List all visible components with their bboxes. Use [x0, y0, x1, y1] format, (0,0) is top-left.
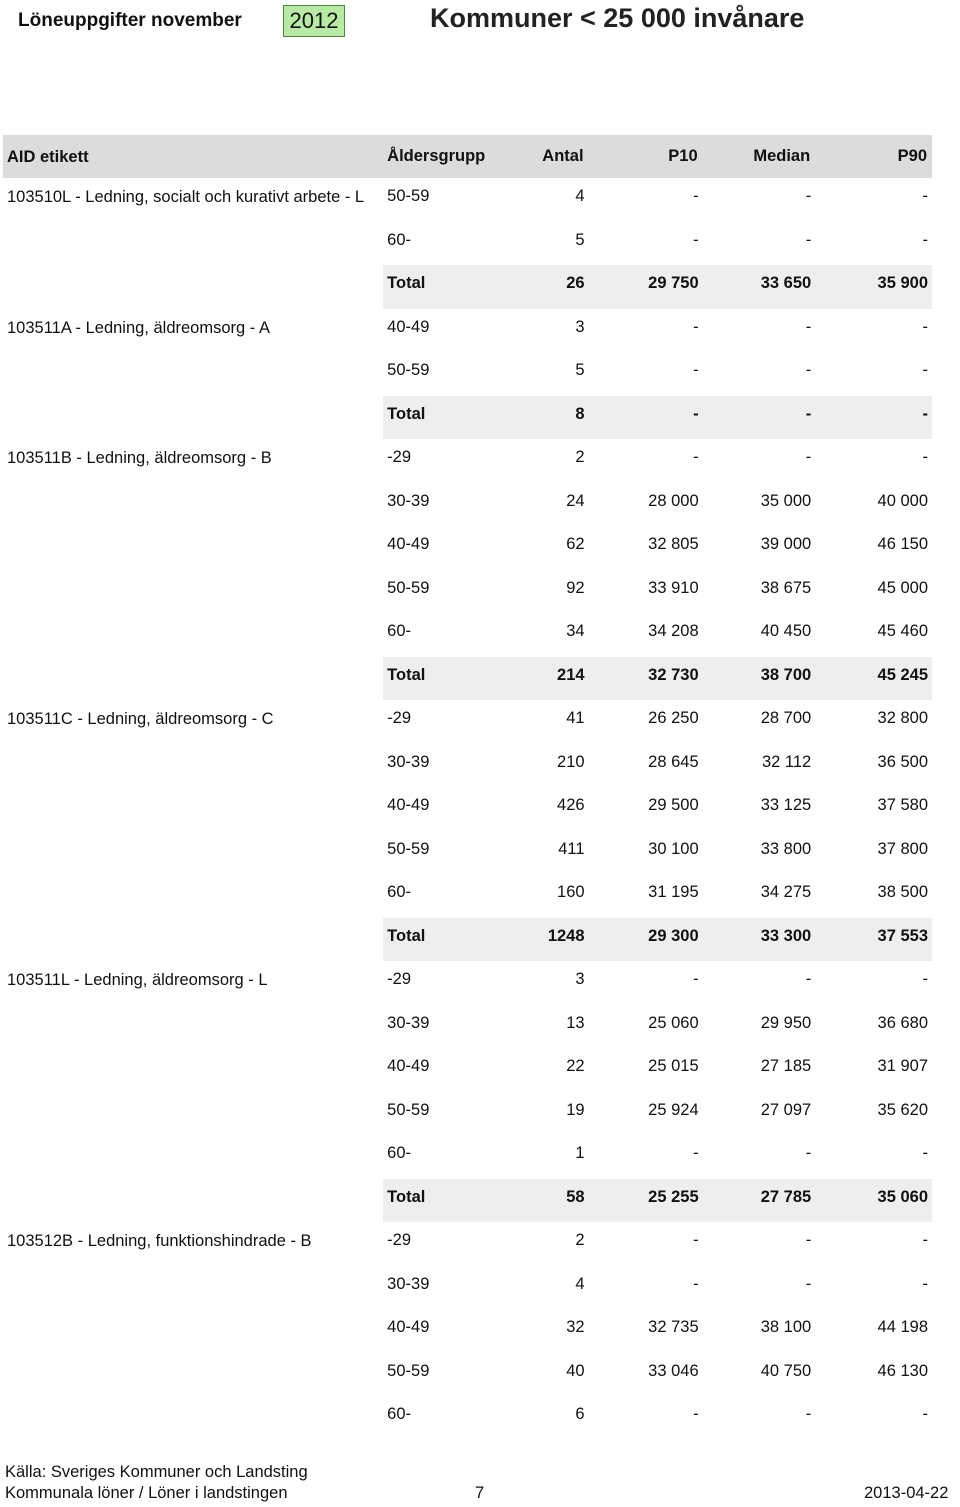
row-median: -: [805, 1144, 812, 1162]
row-p90: 46 150: [877, 535, 928, 553]
row-p10: 29 300: [589, 918, 703, 962]
row-agegroup: 30-39: [387, 1274, 430, 1293]
row-p90: 37 580: [877, 796, 928, 814]
table-row: [3, 1048, 932, 1092]
row-p90: -: [922, 448, 928, 466]
row-count: 210: [557, 752, 585, 771]
row-count: 1248: [503, 918, 589, 962]
row-p90: -: [922, 1274, 928, 1293]
row-count: 26: [503, 265, 589, 309]
row-count: 160: [557, 883, 585, 901]
row-median: 34 275: [760, 883, 812, 901]
row-median: -: [805, 230, 812, 249]
row-p10: 25 255: [589, 1179, 703, 1223]
table-row: [3, 1005, 932, 1049]
row-p10: 25 924: [648, 1100, 699, 1119]
row-median: 27 785: [703, 1179, 816, 1223]
row-median: -: [805, 317, 812, 336]
table-row: [3, 222, 932, 266]
row-count: 22: [566, 1057, 585, 1075]
row-label: [3, 787, 383, 831]
row-label: 103511L - Ledning, äldreomsorg - L: [7, 971, 268, 989]
row-p10: 28 000: [648, 491, 699, 510]
row-agegroup: 40-49: [387, 796, 430, 814]
row-p10: 33 046: [648, 1361, 699, 1380]
row-count: 13: [566, 1013, 585, 1032]
row-label: [3, 1005, 383, 1049]
row-median: 40 750: [760, 1361, 812, 1380]
report-title: Löneuppgifter november: [18, 10, 242, 31]
col-header-aid: AID etikett: [7, 147, 89, 166]
row-median: -: [805, 448, 812, 466]
row-agegroup: 60-: [387, 883, 412, 901]
row-agegroup: 60-: [387, 230, 412, 249]
row-agegroup: 30-39: [387, 752, 430, 771]
row-count: 2: [575, 1231, 585, 1249]
row-p10: -: [693, 1144, 699, 1162]
row-agegroup: 50-59: [387, 1100, 430, 1119]
table-row: [3, 178, 932, 222]
table-row: [3, 831, 932, 875]
row-p10: -: [693, 1405, 699, 1423]
footer-source: Källa: Sveriges Kommuner och Landsting: [5, 1463, 308, 1481]
row-agegroup: 50-59: [387, 578, 430, 597]
row-label: 103511A - Ledning, äldreomsorg - A: [7, 318, 270, 337]
row-median: -: [805, 187, 812, 205]
year-badge: 2012: [283, 5, 345, 37]
row-p90: 37 553: [815, 918, 932, 962]
row-count: 34: [566, 622, 585, 640]
row-agegroup: Total: [383, 918, 503, 962]
row-agegroup: 50-59: [387, 361, 430, 379]
row-p10: 25 060: [648, 1013, 699, 1032]
table-row: [3, 1396, 932, 1440]
row-median: -: [805, 1405, 812, 1423]
row-p90: 35 900: [815, 265, 932, 309]
table-row: [3, 613, 932, 657]
table-row: [3, 352, 932, 396]
footer-publication: Kommunala löner / Löner i landstingen: [5, 1484, 288, 1502]
row-median: -: [805, 1274, 812, 1293]
row-count: 411: [558, 839, 585, 858]
table-row: [3, 570, 932, 614]
row-p90: -: [922, 317, 928, 336]
row-agegroup: 60-: [387, 1144, 412, 1162]
row-p10: -: [693, 230, 699, 249]
row-p90: 40 000: [877, 491, 928, 510]
row-p10: -: [693, 448, 699, 466]
row-agegroup: 60-: [387, 1405, 412, 1423]
row-p90: 36 680: [877, 1013, 928, 1032]
row-p10: 31 195: [648, 883, 699, 901]
row-median: 38 100: [760, 1318, 812, 1336]
table-row: [3, 1353, 932, 1397]
row-p10: 32 730: [589, 657, 703, 701]
row-label: [3, 657, 383, 701]
row-p10: -: [589, 396, 703, 440]
row-label: [3, 570, 383, 614]
row-count: 2: [575, 448, 585, 466]
row-label: [3, 1048, 383, 1092]
row-label: [3, 1353, 383, 1397]
row-label: [3, 1135, 383, 1179]
row-count: 58: [503, 1179, 589, 1223]
row-count: 19: [566, 1100, 585, 1119]
row-count: 40: [566, 1361, 585, 1380]
row-count: 32: [566, 1318, 585, 1336]
row-p90: -: [922, 1144, 928, 1162]
row-median: -: [703, 396, 816, 440]
row-agegroup: 50-59: [387, 839, 430, 858]
row-count: 6: [575, 1405, 585, 1423]
table-row: [3, 483, 932, 527]
row-p10: 34 208: [648, 622, 699, 640]
row-count: 426: [557, 796, 585, 814]
row-p10: 30 100: [648, 839, 699, 858]
row-p10: 29 500: [648, 796, 699, 814]
row-agegroup: -29: [387, 448, 412, 466]
row-p90: -: [922, 361, 928, 379]
row-count: 24: [566, 491, 585, 510]
row-label: [3, 1396, 383, 1440]
col-header-p10: P10: [668, 147, 698, 165]
row-label: 103511B - Ledning, äldreomsorg - B: [7, 449, 272, 467]
row-label: [3, 396, 383, 440]
table-body: [3, 178, 932, 1440]
row-agegroup: 30-39: [387, 491, 430, 510]
table-row: [3, 1179, 932, 1223]
row-median: 35 000: [760, 491, 812, 510]
table-row: [3, 1309, 932, 1353]
row-median: 33 650: [703, 265, 816, 309]
row-p90: 35 060: [815, 1179, 932, 1223]
row-count: 8: [503, 396, 589, 440]
row-count: 214: [503, 657, 589, 701]
row-p10: 32 735: [648, 1318, 699, 1336]
table-row: [3, 744, 932, 788]
row-agegroup: -29: [387, 1231, 412, 1249]
row-median: 33 800: [760, 839, 812, 858]
table-row: [3, 396, 932, 440]
table-row: [3, 700, 932, 744]
table-header-row: [3, 135, 932, 178]
row-median: 38 675: [760, 578, 812, 597]
row-agegroup: Total: [383, 396, 503, 440]
table-row: [3, 1266, 932, 1310]
row-p10: 29 750: [589, 265, 703, 309]
row-p90: 46 130: [877, 1361, 928, 1380]
row-label: [3, 831, 383, 875]
table-row: [3, 1135, 932, 1179]
row-label: [3, 1092, 383, 1136]
page-heading: Kommuner < 25 000 invånare: [430, 3, 805, 33]
row-agegroup: 50-59: [387, 1361, 430, 1380]
row-label: [3, 265, 383, 309]
row-p10: 33 910: [648, 578, 699, 597]
row-p10: -: [693, 317, 699, 336]
row-label: [3, 1179, 383, 1223]
row-count: 41: [566, 709, 585, 727]
row-median: 38 700: [703, 657, 816, 701]
row-median: 29 950: [760, 1013, 812, 1032]
row-label: 103510L - Ledning, socialt och kurativt arbete - L: [7, 188, 365, 206]
table-row: [3, 918, 932, 962]
row-p90: -: [922, 1231, 928, 1249]
row-agegroup: 40-49: [387, 1057, 430, 1075]
row-median: 27 097: [760, 1100, 812, 1119]
row-p90: 44 198: [877, 1318, 928, 1336]
row-agegroup: 30-39: [387, 1013, 430, 1032]
row-p90: -: [922, 1405, 928, 1423]
row-count: 3: [575, 970, 585, 988]
row-median: 33 125: [760, 796, 812, 814]
row-p10: 26 250: [648, 709, 699, 727]
row-p90: 45 460: [877, 622, 928, 640]
row-count: 5: [575, 361, 585, 379]
row-label: [3, 1309, 383, 1353]
page-number: 7: [475, 1484, 485, 1502]
row-agegroup: 60-: [387, 622, 412, 640]
row-median: -: [805, 1231, 812, 1249]
row-median: 27 185: [760, 1057, 812, 1075]
row-label: [3, 483, 383, 527]
row-agegroup: Total: [383, 265, 503, 309]
row-p90: -: [922, 187, 928, 205]
row-p90: 37 800: [877, 839, 928, 858]
row-count: 92: [566, 578, 585, 597]
table-row: [3, 874, 932, 918]
row-count: 3: [575, 317, 585, 336]
row-p10: -: [693, 1231, 699, 1249]
table-row: [3, 1092, 932, 1136]
row-p10: -: [693, 1274, 699, 1293]
row-p90: 36 500: [877, 752, 928, 771]
row-p90: 32 800: [877, 709, 928, 727]
row-label: [3, 744, 383, 788]
row-median: 32 112: [761, 752, 812, 771]
row-agegroup: -29: [387, 709, 412, 727]
row-count: 4: [575, 187, 585, 205]
table-row: [3, 657, 932, 701]
row-label: [3, 874, 383, 918]
row-median: -: [805, 970, 812, 988]
row-p10: -: [693, 361, 699, 379]
row-median: 33 300: [703, 918, 816, 962]
row-agegroup: 40-49: [387, 535, 430, 553]
row-count: 5: [575, 230, 585, 249]
row-p90: 45 000: [877, 578, 928, 597]
table-row: [3, 526, 932, 570]
row-agegroup: -29: [387, 970, 412, 988]
row-label: [3, 222, 383, 266]
row-median: 40 450: [760, 622, 812, 640]
row-p10: 32 805: [648, 535, 699, 553]
row-count: 4: [575, 1274, 585, 1293]
row-p90: -: [922, 970, 928, 988]
table-row: [3, 1222, 932, 1266]
footer-date: 2013-04-22: [864, 1484, 949, 1502]
row-median: -: [805, 361, 812, 379]
table-row: [3, 961, 932, 1005]
row-agegroup: 40-49: [387, 1318, 430, 1336]
row-agegroup: 40-49: [387, 317, 430, 336]
row-label: [3, 1266, 383, 1310]
table-row: [3, 787, 932, 831]
row-p90: 31 907: [877, 1057, 928, 1075]
col-header-agegroup: Åldersgrupp: [387, 147, 486, 165]
table-row: [3, 439, 932, 483]
row-p90: -: [815, 396, 932, 440]
table-row: [3, 309, 932, 353]
row-p10: -: [693, 187, 699, 205]
row-p10: 25 015: [648, 1057, 699, 1075]
table-row: [3, 265, 932, 309]
row-p10: -: [693, 970, 699, 988]
row-p90: 38 500: [877, 883, 928, 901]
row-label: [3, 526, 383, 570]
row-p90: -: [922, 230, 928, 249]
row-label: 103511C - Ledning, äldreomsorg - C: [7, 710, 274, 728]
row-label: [3, 352, 383, 396]
row-agegroup: Total: [383, 1179, 503, 1223]
col-header-count: Antal: [542, 147, 584, 165]
row-agegroup: 50-59: [387, 187, 430, 205]
row-p90: 45 245: [815, 657, 932, 701]
row-p10: 28 645: [648, 752, 699, 771]
row-label: 103512B - Ledning, funktionshindrade - B: [7, 1232, 312, 1250]
row-count: 1: [575, 1144, 585, 1162]
row-count: 62: [566, 535, 585, 553]
row-median: 39 000: [760, 535, 812, 553]
col-header-median: Median: [753, 147, 811, 165]
row-median: 28 700: [760, 709, 812, 727]
row-label: [3, 613, 383, 657]
col-header-p90: P90: [897, 147, 927, 165]
row-p90: 35 620: [877, 1100, 928, 1119]
row-label: [3, 918, 383, 962]
row-agegroup: Total: [383, 657, 503, 701]
salary-table: [3, 135, 932, 1440]
